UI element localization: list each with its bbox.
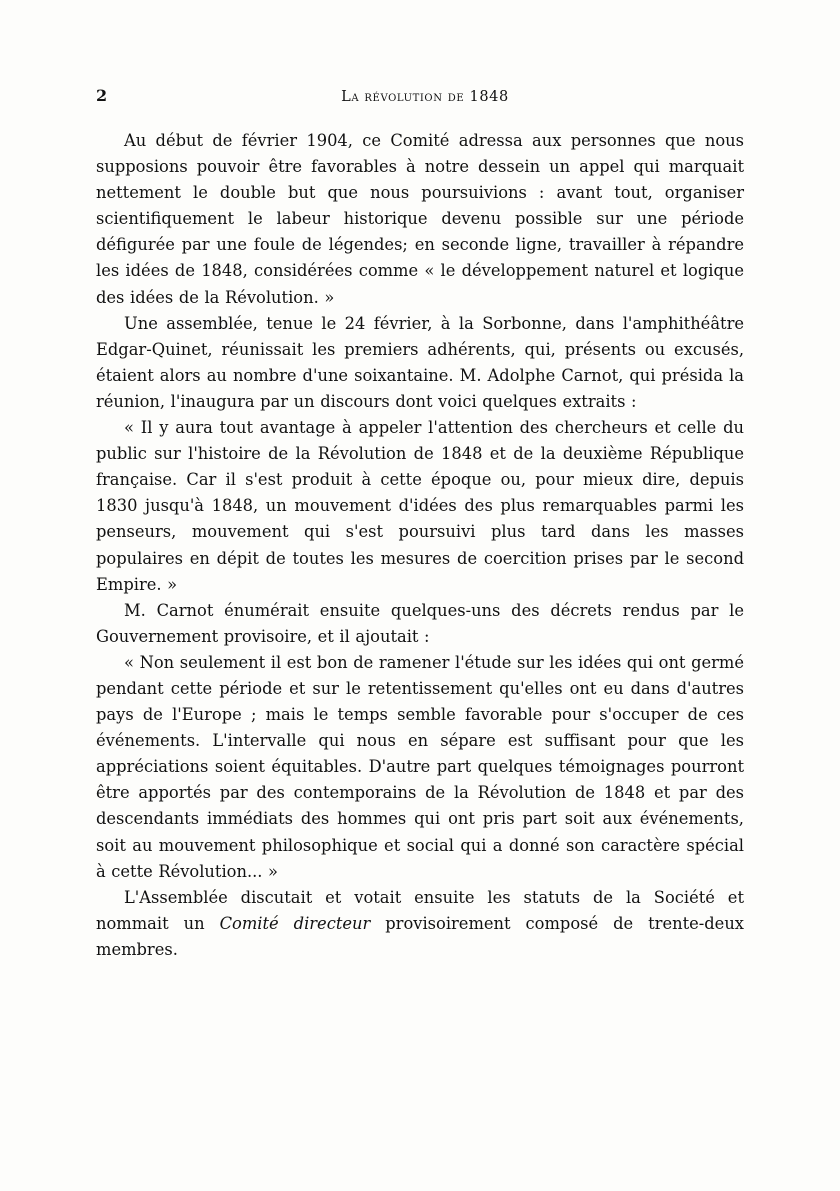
page-content	[96, 86, 744, 963]
committee-name-italic: Comité directeur	[219, 913, 371, 933]
paragraph-4: M. Carnot énumérait ensuite quelques-uns des décrets rendus par le Gouvernement provisoire, et il ajoutait :	[96, 600, 744, 646]
paragraph-6-before-italic: L'Assemblée discutait et votait ensuite les statuts de la Société et nommait un	[96, 887, 744, 933]
paragraph-1: Au début de février 1904, ce Comité adressa aux personnes que nous supposions pouvoir être favorables à notre dessein un appel qui marquait nettement le double but que nous poursuivions : avant tout, organiser scientifiquement le labeur historique devenu possible sur une période défigurée par une foule de légendes; en seconde ligne, travailler à répandre les idées de 1848, considérées comme « le développement naturel et logique des idées de la Révolution. »	[96, 131, 744, 307]
paragraph-6	[96, 885, 744, 963]
page-number: 2	[96, 86, 108, 105]
paragraph-2: Une assemblée, tenue le 24 février, à la Sorbonne, dans l'amphithéâtre Edgar-Quinet, réunissait les premiers adhérents, qui, présents ou excusés, étaient alors au nombre d'une soixantaine. M. Adolphe Carnot, qui présida la réunion, l'inaugura par un discours dont voici quelques extraits :	[96, 313, 744, 411]
paragraph-5: « Non seulement il est bon de ramener l'étude sur les idées qui ont germé pendant cette période et sur le retentissement qu'elles ont eu dans d'autres pays de l'Europe ; mais le temps semble favorable pour s'occuper de ces événements. L'intervalle qui nous en sépare est suffisant pour que les appréciations soient équitables. D'autre part quelques témoignages pourront être apportés par des contemporains de la Révolution de 1848 et par des descendants immédiats des hommes qui ont pris part soit aux événements, soit au mouvement philosophique et social qui a donné son caractère spécial à cette Révolution... »	[96, 652, 744, 881]
running-head: la révolution de 1848	[341, 89, 509, 105]
paragraph-6-after-italic: provisoirement composé de trente-deux membres.	[96, 913, 744, 959]
page-header	[96, 86, 744, 114]
paragraph-3: « Il y aura tout avantage à appeler l'attention des chercheurs et celle du public sur l'histoire de la Révolution de 1848 et de la deuxième République française. Car il s'est produit à cette époque ou, pour mieux dire, depuis 1830 jusqu'à 1848, un mouvement d'idées des plus remarquables parmi les penseurs, mouvement qui s'est poursuivi plus tard dans les masses populaires en dépit de toutes les mesures de coercition prises par le second Empire. »	[96, 418, 744, 594]
